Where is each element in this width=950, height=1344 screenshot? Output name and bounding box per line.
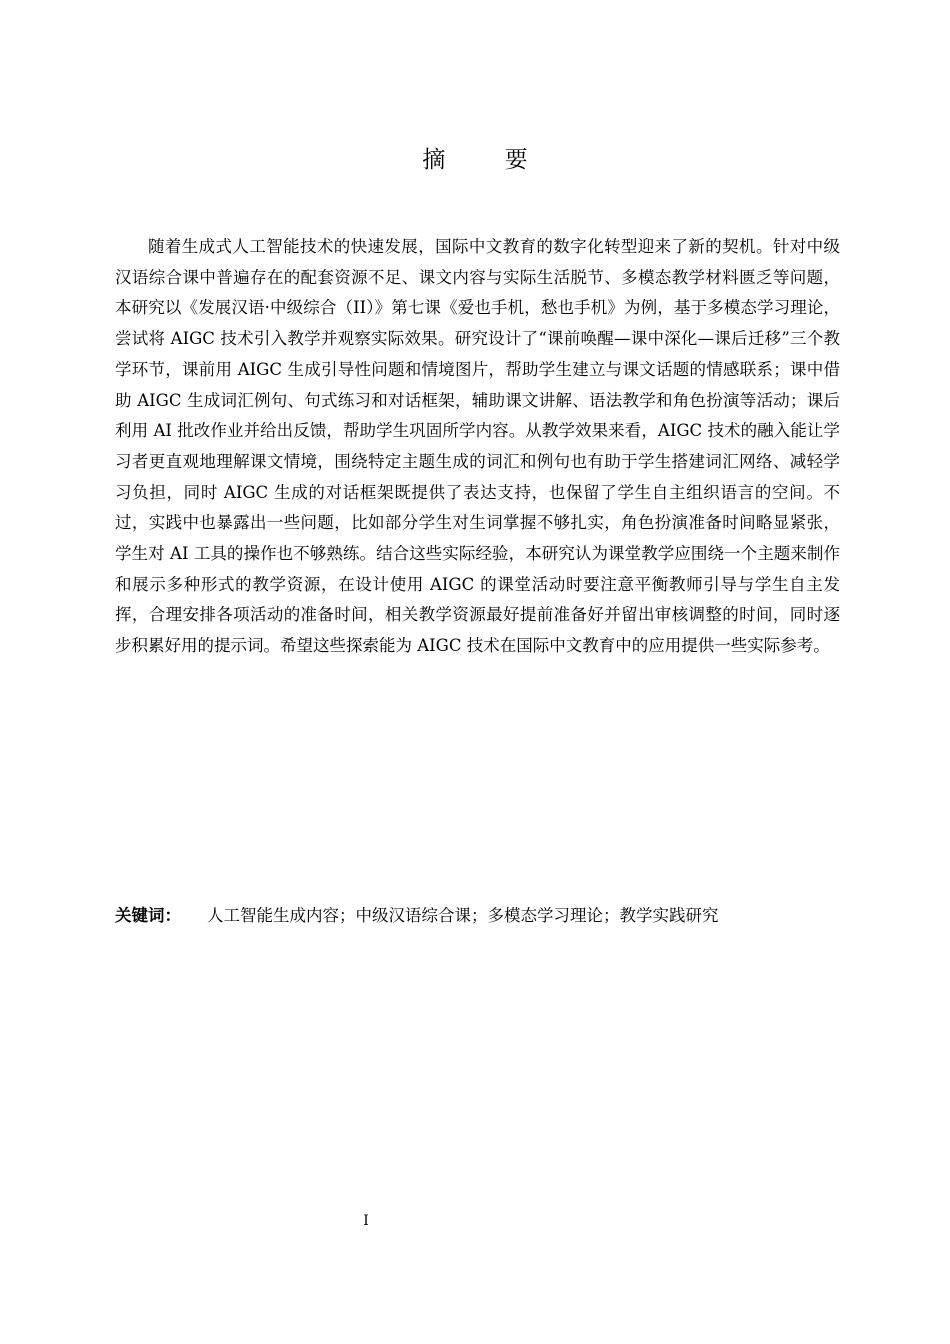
keywords-line	[115, 902, 840, 930]
keywords-text: 人工智能生成内容；中级汉语综合课；多模态学习理论；教学实践研究	[207, 906, 719, 925]
keywords-label: 关键词：	[115, 906, 181, 925]
page-number: I	[363, 1213, 369, 1229]
page-title: 摘 要	[422, 147, 554, 173]
abstract-paragraph: 随着生成式人工智能技术的快速发展，国际中文教育的数字化转型迎来了新的契机。针对中级汉语综合课中普遍存在的配套资源不足、课文内容与实际生活脱节、多模态教学材料匮乏等问题，本研究以《发展汉语·中级综合（II）》第七课《爱也手机，愁也手机》为例，基于多模态学习理论，尝试将 AIGC 技术引入教学并观察实际效果。研究设计了“课前唤醒—课中深化—课后迁移”三个教学环节，课前用 AIGC 生成引导性问题和情境图片，帮助学生建立与课文话题的情感联系；课中借助 AIGC 生成词汇例句、句式练习和对话框架，辅助课文讲解、语法教学和角色扮演等活动；课后利用 AI 批改作业并给出反馈，帮助学生巩固所学内容。从教学效果来看，AIGC 技术的融入能让学习者更直观地理解课文情境，围绕特定主题生成的词汇和例句也有助于学生搭建词汇网络、减轻学习负担，同时 AIGC 生成的对话框架既提供了表达支持，也保留了学生自主组织语言的空间。不过，实践中也暴露出一些问题，比如部分学生对生词掌握不够扎实，角色扮演准备时间略显紧张，学生对 AI 工具的操作也不够熟练。结合这些实际经验，本研究认为课堂教学应围绕一个主题来制作和展示多种形式的教学资源，在设计使用 AIGC 的课堂活动时要注意平衡教师引导与学生自主发挥，合理安排各项活动的准备时间，相关教学资源最好提前准备好并留出审核调整的时间，同时逐步积累好用的提示词。希望这些探索能为 AIGC 技术在国际中文教育中的应用提供一些实际参考。	[115, 237, 840, 656]
